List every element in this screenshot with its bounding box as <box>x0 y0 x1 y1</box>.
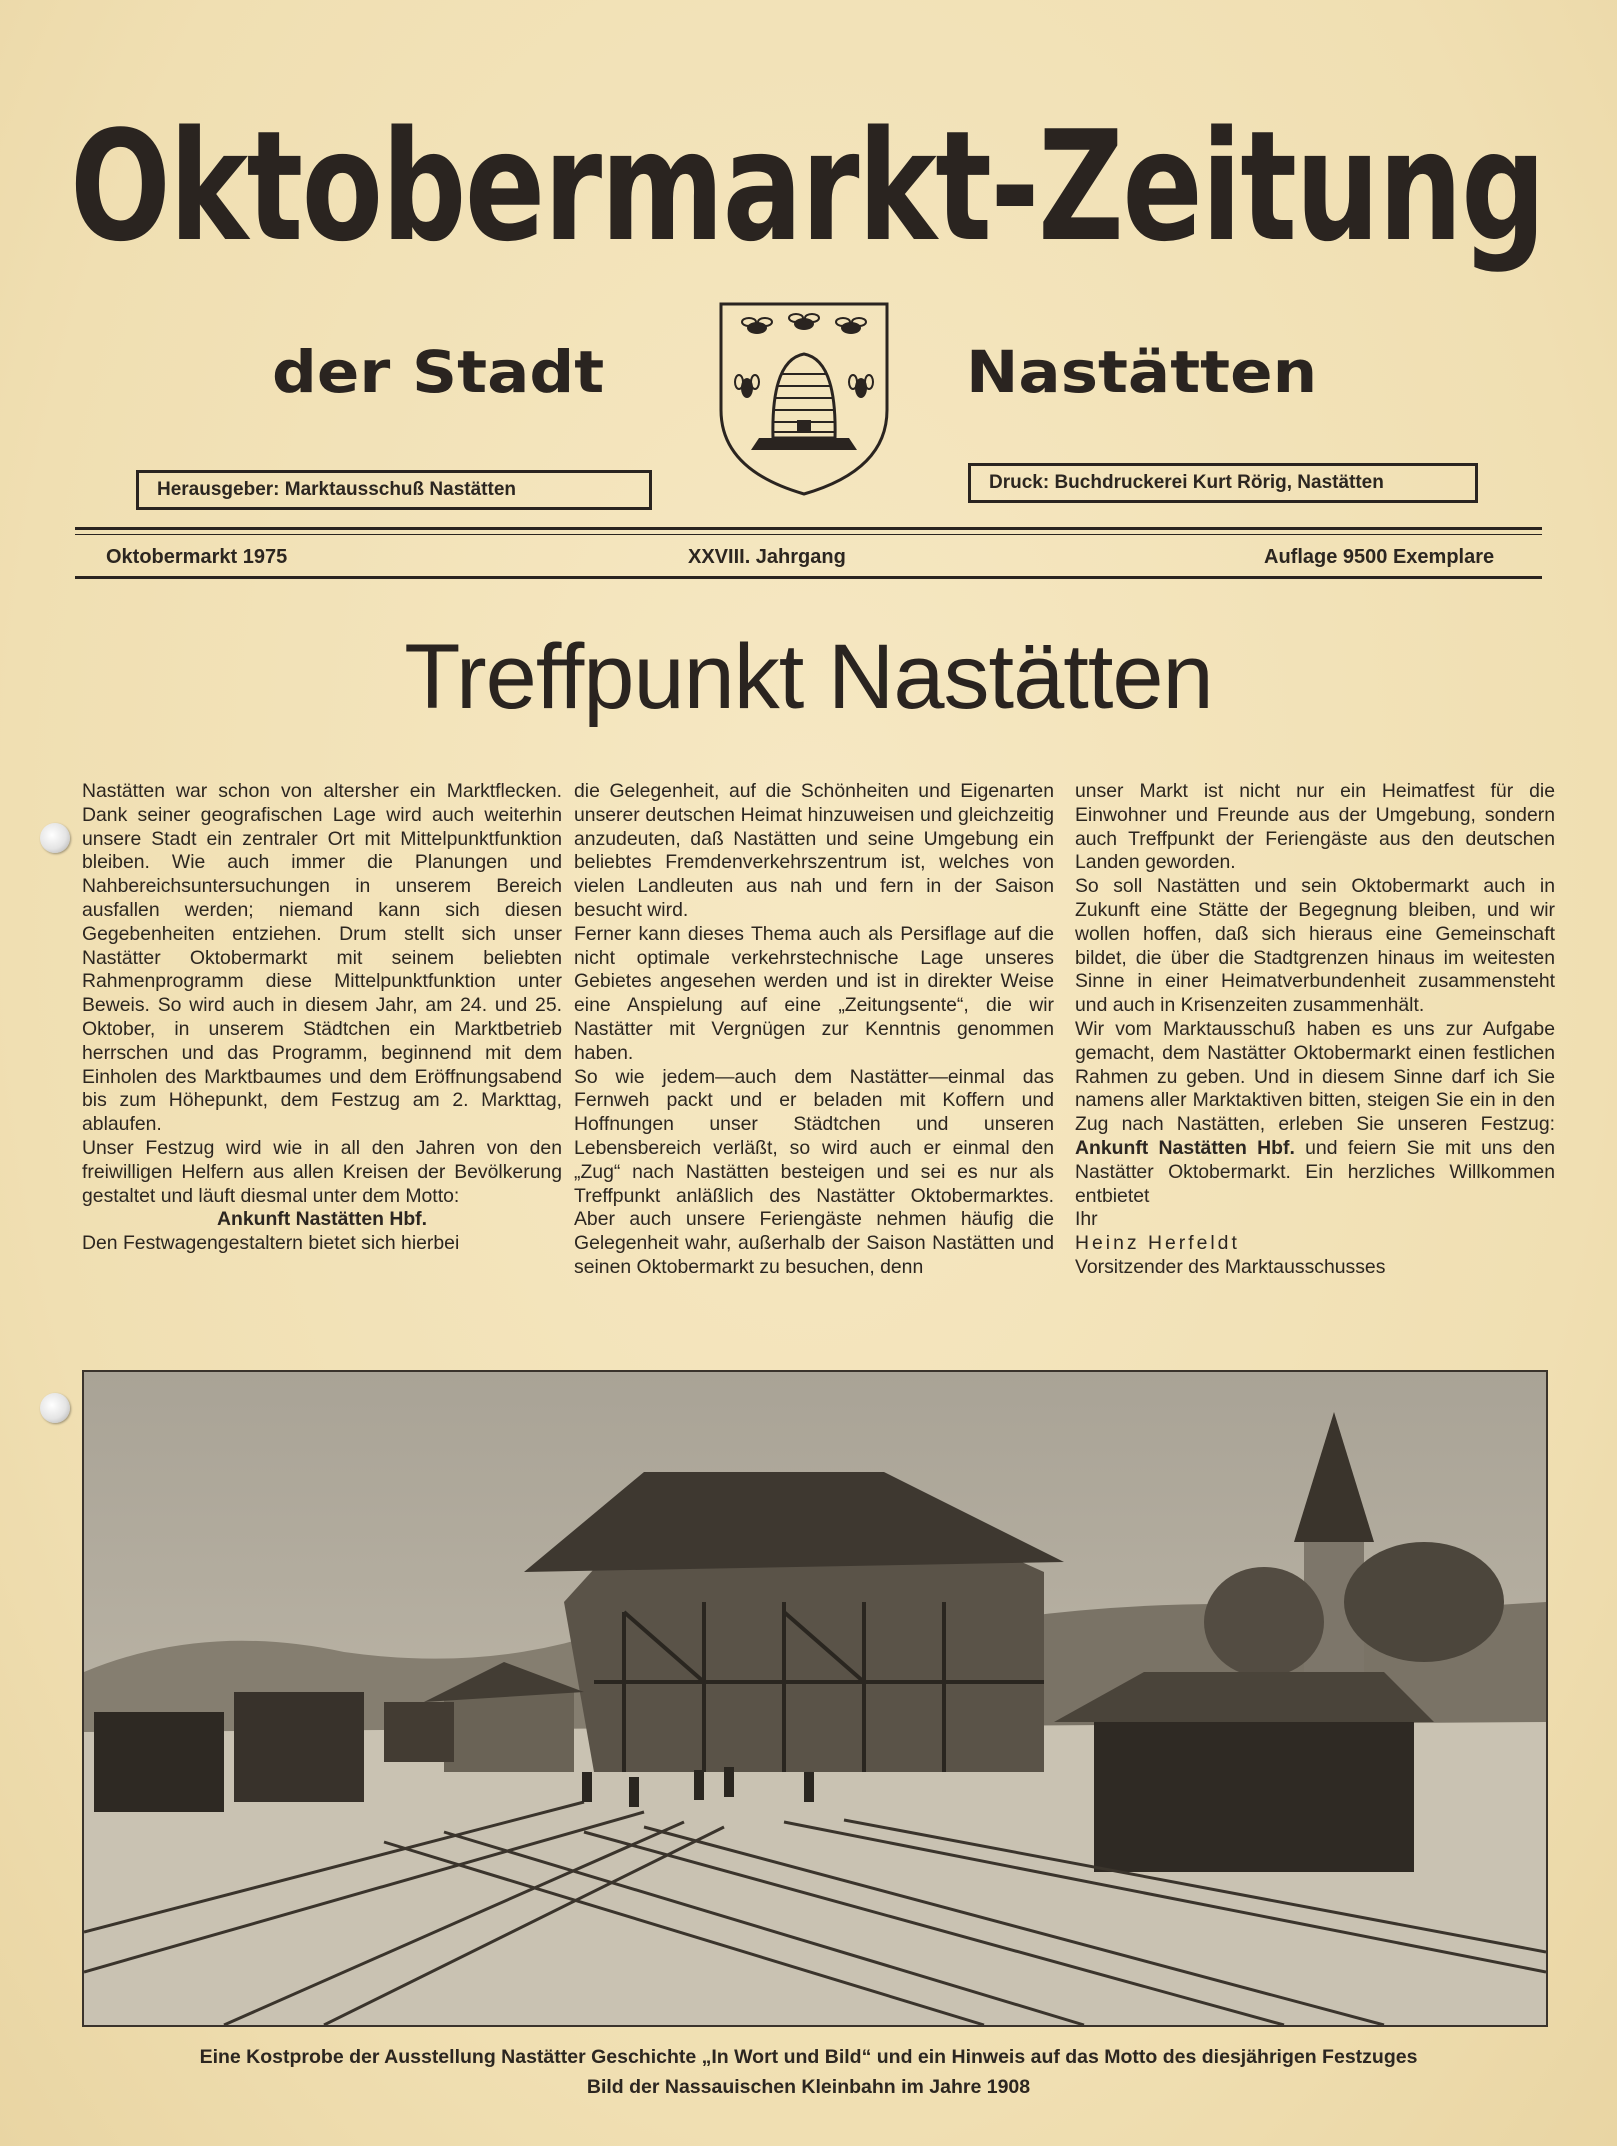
edition-label: Oktobermarkt 1975 <box>106 546 288 568</box>
article-paragraph: Den Festwagengestaltern bietet sich hierbei <box>82 1232 460 1255</box>
info-bar-top-thin-rule <box>75 534 1542 535</box>
photo-caption-line-1: Eine Kostprobe der Ausstellung Nastätter Geschichte „In Wort und Bild“ und ein Hinweis auf das Motto des diesjährigen Festzuges <box>199 2046 1418 2068</box>
volume-label: XXVIII. Jahrgang <box>688 546 846 568</box>
punch-hole <box>40 1393 70 1423</box>
info-bar-bottom-rule <box>75 576 1542 579</box>
article-paragraph: So soll Nastätten und sein Oktobermarkt auch in Zukunft eine Stätte der Begegnung bleiben, und wir wollen hoffen, daß sich hieraus eine Gemeinschaft bildet, die über die Stadtgrenzen hinaus im weitesten Sinne in einer Heimatverbundenheit zusammensteht und auch in Krisenzeiten zusammenhält. <box>1075 875 1555 1017</box>
article-text: Wir vom Marktausschuß haben es uns zur Aufgabe gemacht, dem Nastätter Oktobermarkt einen festlichen Rahmen zu geben. Und in diesem Sinne darf ich Sie namens aller Marktaktiven bitten, steigen Sie ein in den Zug nach Nastätten, erleben Sie unseren Festzug: <box>1075 1017 1555 1136</box>
closing-word: Ihr <box>1075 1208 1098 1231</box>
article-paragraph: die Gelegenheit, auf die Schönheiten und Eigenarten unserer deutschen Heimat hinzuweisen und gleichzeitig anzudeuten, daß Nastätten und seine Umgebung ein beliebtes Fremdenverkehrszentrum ist, welches von vielen Landleuten aus nah und fern in der Saison besucht wird. <box>574 780 1054 921</box>
article-paragraph: Unser Festzug wird wie in all den Jahren von den freiwilligen Helfern aus allen Kreisen der Bevölkerung gestaltet und läuft diesmal unter dem Motto: <box>82 1136 562 1207</box>
printer-box: Druck: Buchdruckerei Kurt Rörig, Nastätten <box>968 463 1478 503</box>
article-paragraph <box>1075 1018 1555 1208</box>
article-paragraph: Nastätten war schon von altersher ein Marktflecken. Dank seiner geografischen Lage wird auch weiterhin unsere Stadt ein zentraler Ort mit Mittelpunktfunktion bleiben. Wie auch immer die Planungen und Nahbereichsuntersuchungen in unserem Bereich ausfallen werden; niemand kann sich diesen Gegebenheiten entziehen. Drum stellt sich unser Nastätter Oktobermarkt mit seinem beliebten Rahmenprogramm diese Mittelpunktfunktion unter Beweis. So wird auch in diesem Jahr, am 24. und 25. Oktober, in unserem Städtchen ein Marktbetrieb herrschen und das Programm, beginnend mit dem Einholen des Marktbaumes und dem Eröffnungsabend bis zum Höhepunkt, dem Festzug am 2. Markttag, ablaufen. <box>82 780 562 1136</box>
signature-name: Heinz Herfeldt <box>1075 1232 1240 1255</box>
article-column-1 <box>82 780 562 1256</box>
article-paragraph: unser Markt ist nicht nur ein Heimatfest für die Einwohner und Freunde aus der Umgebung, sondern auch Treffpunkt der Feriengäste aus den deutschen Landen geworden. <box>1075 780 1555 874</box>
masthead-subtitle-right: Nastätten <box>966 338 1318 406</box>
circulation-label: Auflage 9500 Exemplare <box>1264 546 1495 568</box>
article-text: und feiern Sie mit uns den Nastätter Oktobermarkt. Ein herzliches Willkommen entbietet <box>1075 1136 1556 1207</box>
historic-station-photo <box>82 1370 1548 2027</box>
masthead-subtitle-left: der Stadt <box>272 338 605 406</box>
article-column-2 <box>574 780 1054 1280</box>
headline: Treffpunkt Nastätten <box>404 626 1213 728</box>
article-paragraph: Ferner kann dieses Thema auch als Persiflage auf die nicht optimale verkehrstechnische Lage unseres Gebietes angesehen werden und ist in direkter Weise eine Anspielung auf eine „Zeitungsente“, die wir Nastätter mit Vergnügen zur Kenntnis genommen haben. <box>574 922 1054 1064</box>
article-column-3 <box>1075 780 1555 1280</box>
masthead-title: Oktobermarkt-Zeitung <box>70 98 1545 275</box>
festzug-motto: Ankunft Nastätten Hbf. <box>216 1208 428 1231</box>
info-bar-top-rule <box>75 527 1542 530</box>
publisher-box: Herausgeber: Marktausschuß Nastätten <box>136 470 652 510</box>
photo-caption-line-2: Bild der Nassauischen Kleinbahn im Jahre 1908 <box>586 2076 1031 2098</box>
article-paragraph: So wie jedem—auch dem Nastätter—einmal das Fernweh packt und er beladen mit Koffern und Hoffnungen unser Städtchen und unseren Lebensbereich verläßt, so wird auch er einmal den „Zug“ nach Nastätten besteigen und sei es nur als Treffpunkt anläßlich des Nastätter Oktobermarktes. Aber auch unsere Feriengäste nehmen häufig die Gelegenheit wahr, außerhalb der Saison Nastätten und seinen Oktobermarkt zu besuchen, denn <box>574 1065 1054 1278</box>
signature-title: Vorsitzender des Marktausschusses <box>1075 1255 1386 1278</box>
motto-inline: Ankunft Nastätten Hbf. <box>1075 1136 1295 1159</box>
coat-of-arms-beehive-icon <box>715 298 893 498</box>
punch-hole <box>40 823 70 853</box>
